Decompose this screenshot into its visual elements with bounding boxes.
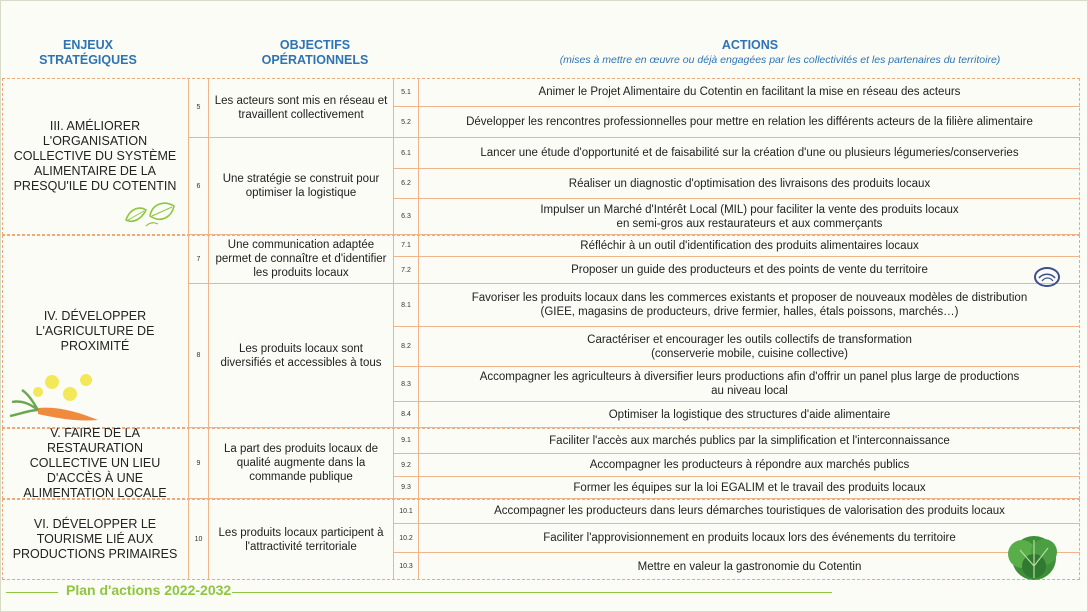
action-text: Réfléchir à un outil d'identification des produits alimentaires locaux <box>419 235 1080 257</box>
action-number: 9.2 <box>394 454 419 477</box>
objectif-text: Une stratégie se construit pour optimiser la logistique <box>209 138 394 235</box>
action-number: 10.2 <box>394 524 419 553</box>
action-number: 8.1 <box>394 284 419 327</box>
action-number: 5.1 <box>394 78 419 107</box>
action-number: 6.2 <box>394 169 419 199</box>
action-number: 6.3 <box>394 199 419 235</box>
action-number: 6.1 <box>394 138 419 169</box>
action-text: Favoriser les produits locaux dans les commerces existants et proposer de nouveaux modèles de distribution (GIEE, magasins de producteurs, drive fermier, halles, étals poissons, marchés…) <box>419 284 1080 327</box>
action-text: Faciliter l'accès aux marchés publics par la simplification et l'interconnaissance <box>419 428 1080 454</box>
action-text: Lancer une étude d'opportunité et de faisabilité sur la création d'une ou plusieurs légumeries/conserveries <box>419 138 1080 169</box>
action-text: Faciliter l'approvisionnement en produits locaux lors des événements du territoire <box>419 524 1080 553</box>
footer-line-left <box>6 592 58 593</box>
enjeu-4: IV. DÉVELOPPER L'AGRICULTURE DE PROXIMITÉ <box>2 235 189 428</box>
action-text: Mettre en valeur la gastronomie du Cotentin <box>637 560 862 573</box>
carrot-icon <box>8 370 108 426</box>
action-text: Accompagner les agriculteurs à diversifier leurs productions afin d'offrir un panel plus large de productions au niveau local <box>419 367 1080 402</box>
action-text: Accompagner les producteurs à répondre aux marchés publics <box>419 454 1080 477</box>
objectif-text: Les produits locaux sont diversifiés et accessibles à tous <box>209 284 394 428</box>
action-number: 10.3 <box>394 553 419 580</box>
action-text: Proposer un guide des producteurs et des points de vente du territoire <box>419 257 1080 284</box>
footer-title: Plan d'actions 2022-2032 <box>66 582 232 598</box>
action-text: Animer le Projet Alimentaire du Cotentin en facilitant la mise en réseau des acteurs <box>419 78 1080 107</box>
header-enjeux: ENJEUX STRATÉGIQUES <box>39 38 137 67</box>
action-text: Impulser un Marché d'Intérêt Local (MIL) pour faciliter la vente des produits locaux en semi-gros aux restaurateurs et aux commerçants <box>419 199 1080 235</box>
header-actions-subtitle: (mises à mettre en œuvre ou déjà engagées par les collectivités et les partenaires du territoire) <box>559 54 1001 66</box>
action-number: 8.3 <box>394 367 419 402</box>
action-number: 7.1 <box>394 235 419 257</box>
action-text: Caractériser et encourager les outils collectifs de transformation (conserverie mobile, cuisine collective) <box>419 327 1080 367</box>
action-number: 9.3 <box>394 477 419 499</box>
action-number: 10.1 <box>394 499 419 524</box>
objectif-number: 9 <box>189 428 209 499</box>
shell-icon <box>1032 264 1062 290</box>
action-text: Former les équipes sur la loi EGALIM et le travail des produits locaux <box>419 477 1080 499</box>
leaf-icon <box>122 198 180 230</box>
enjeu-5: V. FAIRE DE LA RESTAURATION COLLECTIVE UN LIEU D'ACCÈS À UNE ALIMENTATION LOCALE <box>2 428 189 499</box>
enjeu-6: VI. DÉVELOPPER LE TOURISME LIÉ AUX PRODUCTIONS PRIMAIRES <box>2 499 189 580</box>
footer-line-right <box>232 592 832 593</box>
objectif-number: 5 <box>189 78 209 138</box>
action-number: 9.1 <box>394 428 419 454</box>
action-text: Développer les rencontres professionnelles pour mettre en relation les différents acteurs de la filière alimentaire <box>419 107 1080 138</box>
action-text: Optimiser la logistique des structures d'aide alimentaire <box>419 402 1080 428</box>
action-text: Réaliser un diagnostic d'optimisation des livraisons des produits locaux <box>419 169 1080 199</box>
objectif-number: 8 <box>189 284 209 428</box>
action-number: 8.2 <box>394 327 419 367</box>
objectif-text: La part des produits locaux de qualité augmente dans la commande publique <box>209 428 394 499</box>
objectif-number: 6 <box>189 138 209 235</box>
header-objectifs: OBJECTIFS OPÉRATIONNELS <box>261 38 369 67</box>
enjeu-3: III. AMÉLIORER L'ORGANISATION COLLECTIVE DU SYSTÈME ALIMENTAIRE DE LA PRESQU'ILE DU COTENTIN <box>2 78 189 235</box>
header-actions: ACTIONS <box>721 38 779 52</box>
cabbage-icon <box>1000 530 1068 584</box>
action-number: 8.4 <box>394 402 419 428</box>
objectif-text: Les acteurs sont mis en réseau et travaillent collectivement <box>209 78 394 138</box>
action-number: 7.2 <box>394 257 419 284</box>
objectif-text: Les produits locaux participent à l'attractivité territoriale <box>209 499 394 580</box>
objectif-number: 7 <box>189 235 209 284</box>
action-number: 5.2 <box>394 107 419 138</box>
objectif-number: 10 <box>189 499 209 580</box>
action-text: Accompagner les producteurs dans leurs démarches touristiques de valorisation des produits locaux <box>419 499 1080 524</box>
objectif-text: Une communication adaptée permet de connaître et d'identifier les produits locaux <box>209 235 394 284</box>
